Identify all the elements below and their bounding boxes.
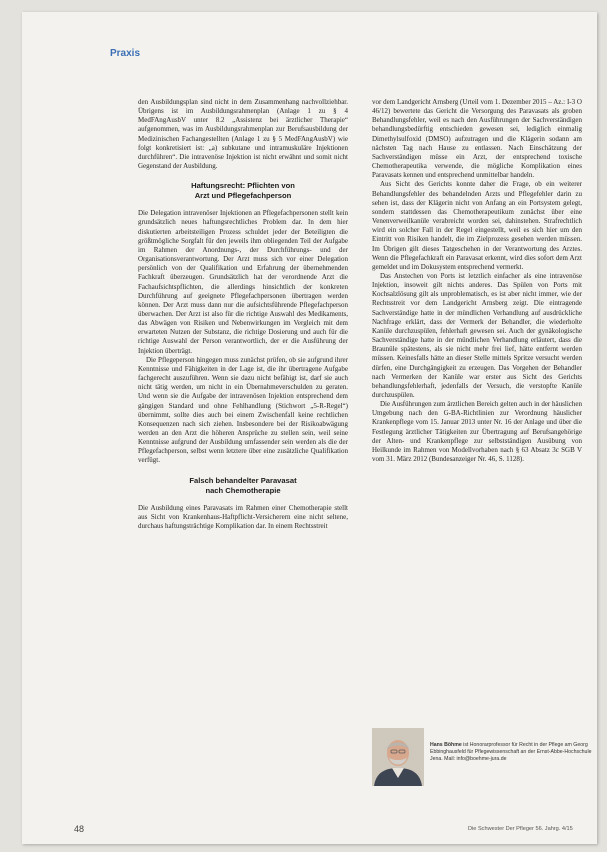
heading-liability-line1: Haftungsrecht: Pflichten von [191, 181, 295, 191]
author-description: ist Honorarprofessor für Recht in der Pflege am Georg Ebbinghausfeld für Pflegewissenschaft an der Ernst-Abbe-Hochschule Jena. Mail: info@boehme-jura.de [430, 742, 592, 762]
journal-citation: Die Schwester Der Pfleger 56. Jahrg. 4/15 [468, 826, 573, 832]
body-paragraph: Aus Sicht des Gerichts konnte daher die Frage, ob ein weiterer Behandlungsfehler des behandelnden Arzts und Pflegefehler darin zu sehen ist, dass der Klägerin nicht von Anfang an ein Portsystem gelegt, sondern stattdessen das Chemotherapeutikum zunächst über eine Venenverweilkanüle verabreicht worden sei, dahinstehen. Strafrechtlich wird ein solcher Fall in der Regel eingestellt, weil es sich hier um den Eintritt von Risiken handelt, die im Zielprozess gesehen werden müssen. Im Übrigen gilt dieses Tatgeschehen in der Verantwortung des Arztes. Wenn die Pflegefachkraft ein Paravasat erkennt, wird dies sofort dem Arzt gemeldet und im Dokusystem entsprechend vermerkt. [372, 180, 582, 271]
heading-paravasate-line2: nach Chemotherapie [205, 485, 281, 495]
author-box [372, 728, 597, 788]
author-bio [430, 742, 595, 763]
body-paragraph: Die Delegation intravenöser Injektionen an Pflegefachpersonen stellt kein grundsätzlich neues haftungsrechtliches Problem dar. In dem hier diskutierten arbeitsteiligen Prozess schuldet jeder der Beteiligten die größtmögliche Sorgfalt für den jeweils ihm obliegenden Teil der Aufgabe im Rahmen der Anordnungs-, der Durchführungs- und der Organisationsverantwortung. Der Arzt muss sich vor einer Delegation persönlich von der Qualifikation und Erfahrung der übernehmenden Fachkraft überzeugen. Grundsätzlich hat der verordnende Arzt die Fachaufsichtspflichten, die allerdings hinsichtlich der konkreten Durchführung auf geeignete Pflegefachpersonen übertragen werden können. Der Arzt muss dann nur die aufsichtsführende Pflegefachperson überwachen. Der Arzt ist also für die richtige Auswahl des Medikaments, das Abwägen von Risiken und Nebenwirkungen im Vergleich mit dem erwarteten Nutzen der Substanz, die richtige Dosierung und auch für die richtige Auswahl der Person verantwortlich, der er die Ausführung der Injektion überträgt. [138, 209, 348, 355]
intro-paragraph: den Ausbildungsplan sind nicht in dem Zusammenhang nachvollziehbar. Übrigens ist im Ausbildungsrahmenplan (Anlage 1 zu § 4 MedFAngAusbV unter 8.2 „Assistenz bei ärztlicher Therapie“ aufgenommen, was im Ausbildungsrahmenplan zur Berufsausbildung der Medizinischen Fachangestellten (Anlage 1 zu § 5 MedFAngAusbV) wie folgt konkretisiert ist: „a) subkutane und intramuskuläre Injektionen durchführen“. Die intravenöse Injektion ist nicht erwähnt und somit nicht Gegenstand der Ausbildung. [138, 98, 348, 171]
right-column [372, 98, 582, 464]
author-photo [372, 728, 424, 786]
body-paragraph: Die Ausführungen zum ärztlichen Bereich gelten auch in der häuslichen Umgebung nach den G-BA-Richtlinien zur Verordnung häuslicher Krankenpflege vom 15. Januar 2013 unter Nr. 16 der Anlage und über die Festlegung ärztlicher Tätigkeiten zur Übertragung auf Berufsangehörige der Alten- und Krankenpflege zur selbstständigen Ausübung von Heilkunde im Rahmen von Modellvorhaben nach § 63 Absatz 3c SGB V vom 31. März 2012 (Bundesanzeiger Nr. 46, S. 1128). [372, 400, 582, 464]
body-paragraph: Die Ausbildung eines Paravasats im Rahmen einer Chemotherapie stellt aus Sicht von Krankenhaus-Haftpflicht-Versicherern eine nicht seltene, durchaus haftungsträchtige Komplikation dar. In einem Rechtsstreit [138, 503, 348, 530]
body-paragraph: vor dem Landgericht Arnsberg (Urteil vom 1. Dezember 2015 – Az.: I-3 O 46/12) bewertete das Gericht die Versorgung des Paravasats als groben Behandlungsfehler, weil es nach den Ausführungen der Sachverständigen behandlungsbedürftig entschieden gewesen sei, lediglich einmalig Dimethylsulfoxid (DMSO) aufzutragen und die Klägerin sodann am nächsten Tag nach Hause zu entlassen. Nach Einschätzung der Sachverständigen müsse ein Arzt, der entsprechend toxische Chemotherapeutika verwende, die mögliche Komplikation eines Paravasats kennen und entsprechend unmittelbar handeln. [372, 98, 582, 180]
heading-paravasate [138, 476, 348, 496]
magazine-page [22, 12, 597, 844]
section-label: Praxis [110, 48, 141, 59]
author-name: Hans Böhme [430, 742, 462, 748]
heading-liability [138, 181, 348, 201]
heading-paravasate-line1: Falsch behandelter Paravasat [189, 475, 297, 485]
body-paragraph: Die Pflegeperson hingegen muss zunächst prüfen, ob sie aufgrund ihrer Kenntnisse und Fähigkeiten in der Lage ist, die ihr übertragene Aufgabe fachgerecht auszuführen. Wenn sie dazu nicht befähigt ist, darf sie auch nicht tätig werden, um nicht in ein Übernahmeverschulden zu geraten. Und wenn sie die Aufgabe der intravenösen Injektion entsprechend dem gängigen Standard und ohne Fehlhandlung (Stichwort „5-R-Regel“) übernimmt, sollte dies auch bei einem Zwischenfall keine rechtlichen Konsequenzen nach sich ziehen. Insbesondere bei der Risikoabwägung werden an den Arzt die höheren Ansprüche zu stellen sein, weil seine Kenntnisse aufgrund der Ausbildung umfassender sein werden als die der Pflegefachperson, selbst wenn letztere über eine zusätzliche Qualifikation verfügt. [138, 355, 348, 465]
page-number: 48 [74, 824, 85, 834]
left-column [138, 98, 348, 531]
heading-liability-line2: Arzt und Pflegefachperson [194, 191, 292, 201]
body-paragraph: Das Anstechen von Ports ist letztlich einfacher als eine intravenöse Injektion, insoweit gilt nichts anderes. Das Spülen von Ports mit Kochsalzlösung gilt als unproblematisch, es ist aber nicht immer, wie der Rechtsstreit vor dem Landgericht Arnsberg zeigt. Die eintragende Sachverständige hatte in der mündlichen Verhandlung auf ausdrückliche Nachfrage erklärt, dass der Vermerk der Behandler, die wiederholte Kanüle durchzuspülen, fehlerhaft gewesen sei. Auch der gynäkologische Sachverständige hatte in der mündlichen Verhandlung erläutert, dass die Braunüle spätestens, als sie nicht mehr frei lief, hätte entfernt werden müssen. Keinesfalls hätte an dieser Stelle mittels Spritze versucht werden dürfen, eine Durchgängigkeit zu erzeugen. Das Vorgehen der Behandler nach Vermerken der Kanüle war erster aus Sicht des Gerichts behandlungsfehlerhaft, jedenfalls der Versuch, die verstopfte Kanüle durchzuspülen. [372, 271, 582, 399]
